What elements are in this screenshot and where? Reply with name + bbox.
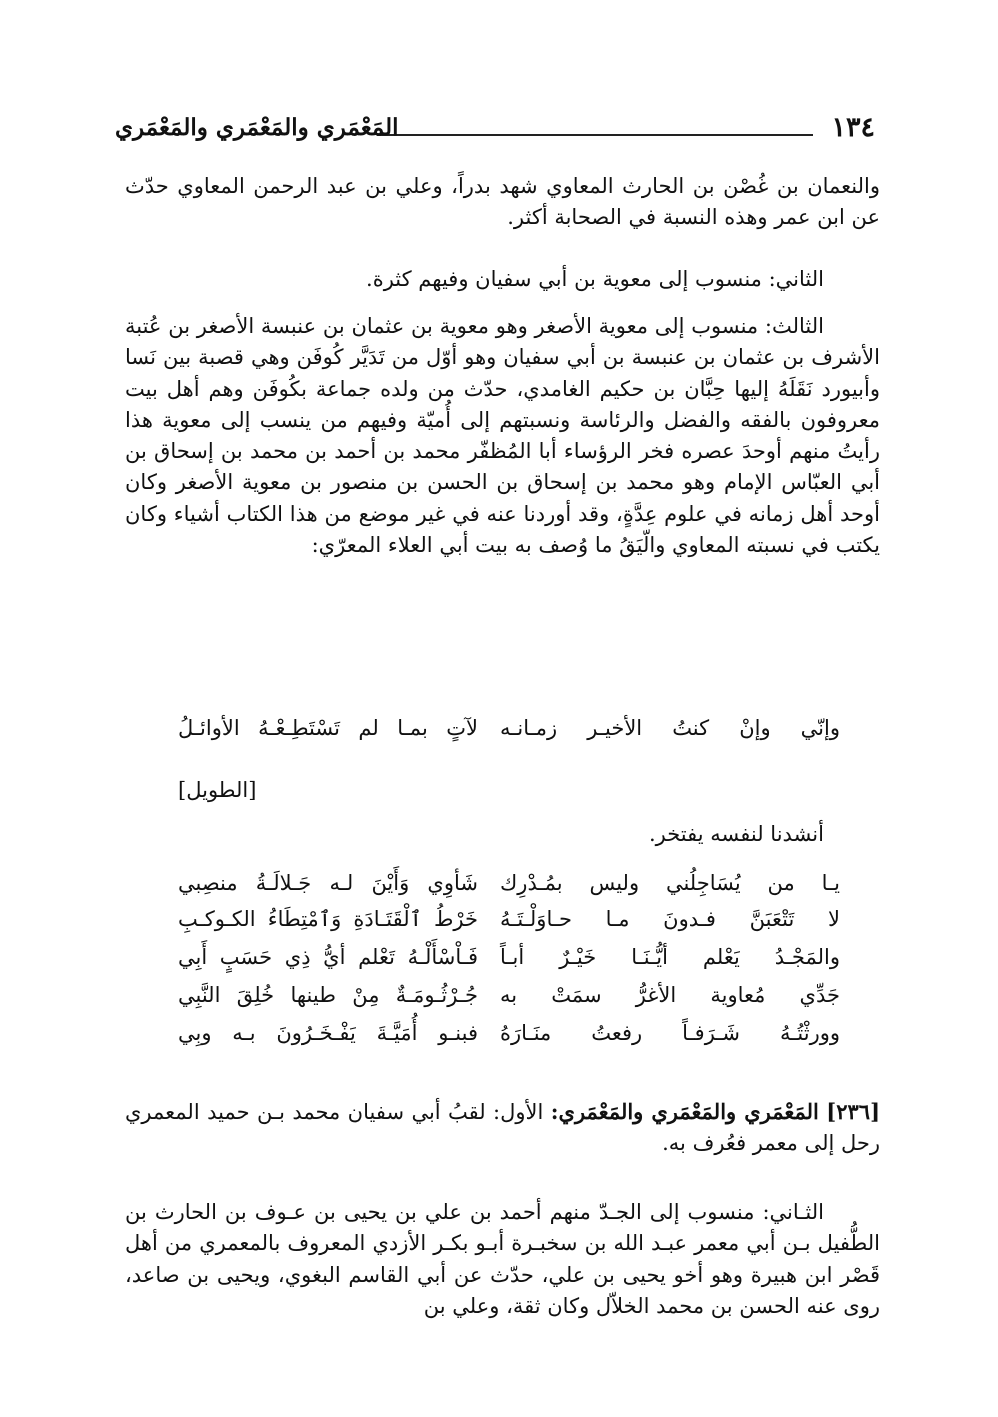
paragraph-6 <box>125 1197 880 1322</box>
poem-meter-label: [الطويل] <box>178 778 257 802</box>
poem-line-2-left: خَرْطُ ٱلْقَتَـادَةِ وَٱمْتِطَاءُ الكـوكـبِ <box>178 907 478 931</box>
poem-line-3-right: والمَجْـدُ يَعْلم أيُّـنَـا خَيْـرٌ أبـاً <box>500 945 840 969</box>
paragraph-4 <box>125 819 880 850</box>
paragraph-text: الثاني: منسوب إلى معوية بن أبي سفيان وفيهم كثرة. <box>366 267 824 291</box>
paragraph-text: والنعمان بن غُصْن بن الحارث المعاوي شهد بدراً، وعلي بن عبد الرحمن المعاوي حدّث عن ابن عمر وهذه النسبة في الصحابة أكثر. <box>125 174 880 230</box>
poem-line-2-right: لا تَتْعَبَنَّ فـدونَ مـا حـاوَلْـتَـهُ <box>500 907 840 931</box>
paragraph-3 <box>125 311 880 561</box>
poem-line-4-right: جَدِّي مُعاوية الأغرُّ سمَتْ به <box>500 983 840 1007</box>
entry-236 <box>125 1096 880 1160</box>
paragraph-text: أنشدنا لنفسه يفتخر. <box>648 822 824 846</box>
paragraph-text: الثـاني: منسوب إلى الجـدّ منهم أحمد بن علي بن يحيى بن عـوف بن الحارث بن الطُّفيل بـن أبي معمر عبـد الله بن سخبـرة أبـو بكـر الأزدي المعروف بالمعمري من أهل قَصْر ابن هبيرة وهو أخو يحيى بن علي، حدّث عن أبي القاسم البغوي، ويحيى بن صاعد، روى عنه الحسن بن محمد الخلاّل وكان ثقة، وعلي بن <box>125 1200 880 1318</box>
entry-title: المَعْمَري والمَعْمَري والمَعْمَري: <box>550 1099 819 1124</box>
poem-line-5-right: وورثْتُـهُ شَـرَفـاً رفعتُ منَـارَهُ <box>500 1021 840 1045</box>
entry-number: [٢٣٦] <box>826 1099 880 1124</box>
poem-line-3-left: فَـاْسْأَلْـهُ تَعْلم أيُّ ذِي حَسَبٍ أَبِي <box>178 945 478 969</box>
running-title: المَعْمَري والمَعْمَري والمَعْمَري <box>115 114 399 141</box>
entry-paragraph <box>125 1096 880 1160</box>
poem-line-1-right: يـا من يُسَاجِلُني وليس بمُـدْرِك <box>500 871 840 895</box>
poem-line-1-left: شَأوِي وَأَيْنَ لـه جَـلالَـةُ منصِبي <box>178 871 478 895</box>
verse-hemistich-left: لآتٍ بمـا لم تَسْتَطِـعْـهُ الأوائـلُ <box>178 716 478 740</box>
paragraph-text: الثالث: منسوب إلى معوية الأصغر وهو معوية بن عثمان بن عنبسة الأصغر بن عُتبة الأشرف بن عثمان بن عنبسة بن أبي سفيان وهو أوّل من تَدَيَّر كُوفَن وهي قصبة بين نَسا وأبيورد نَقَلَهُ إليها حِبَّان بن حكيم الغامدي، حدّث من ولده جماعة بكُوفَن وهم أهل بيت معروفون بالفقه والفضل والرئاسة ونسبتهم إلى أُميّة وفيهم من ينسب إلى معوية هذا رأيتُ منهم أوحدَ عصره فخر الرؤساء أبا المُظفّر محمد بن أحمد بن محمد بن إسحاق بن أبي العبّاس الإمام وهو محمد بن إسحاق بن الحسن بن منصور بن معوية الأصغر وكان أوحد أهل زمانه في علوم عِدَّةٍ، وقد أوردنا عنه في غير موضع من هذا الكتاب أشياء وكان يكتب في نسبته المعاوي والّيَقُ ما وُصف به بيت أبي العلاء المعرّي: <box>125 314 880 558</box>
verse-hemistich-right: وإنّي وإنْ كنتُ الأخيـر زمـانـه <box>500 716 840 740</box>
paragraph-1 <box>125 171 880 234</box>
paragraph-2 <box>125 264 880 295</box>
page-number: ١٣٤ <box>831 112 875 143</box>
poem-line-5-left: فبنـو أُمَيَّـةَ يَفْـخَـرُونَ بـه وبِي <box>178 1021 478 1045</box>
header-rule <box>377 134 813 136</box>
entry-text: الأول: لقبُ أبي سفيان محمد بـن حميد المعمري رحل إلى معمر فعُرف به. <box>125 1100 880 1156</box>
page-header <box>115 112 875 152</box>
poem-line-4-left: جُـرْثُـومَـةٌ مِنْ طينها خُلِقَ النَّبِي <box>178 983 478 1007</box>
